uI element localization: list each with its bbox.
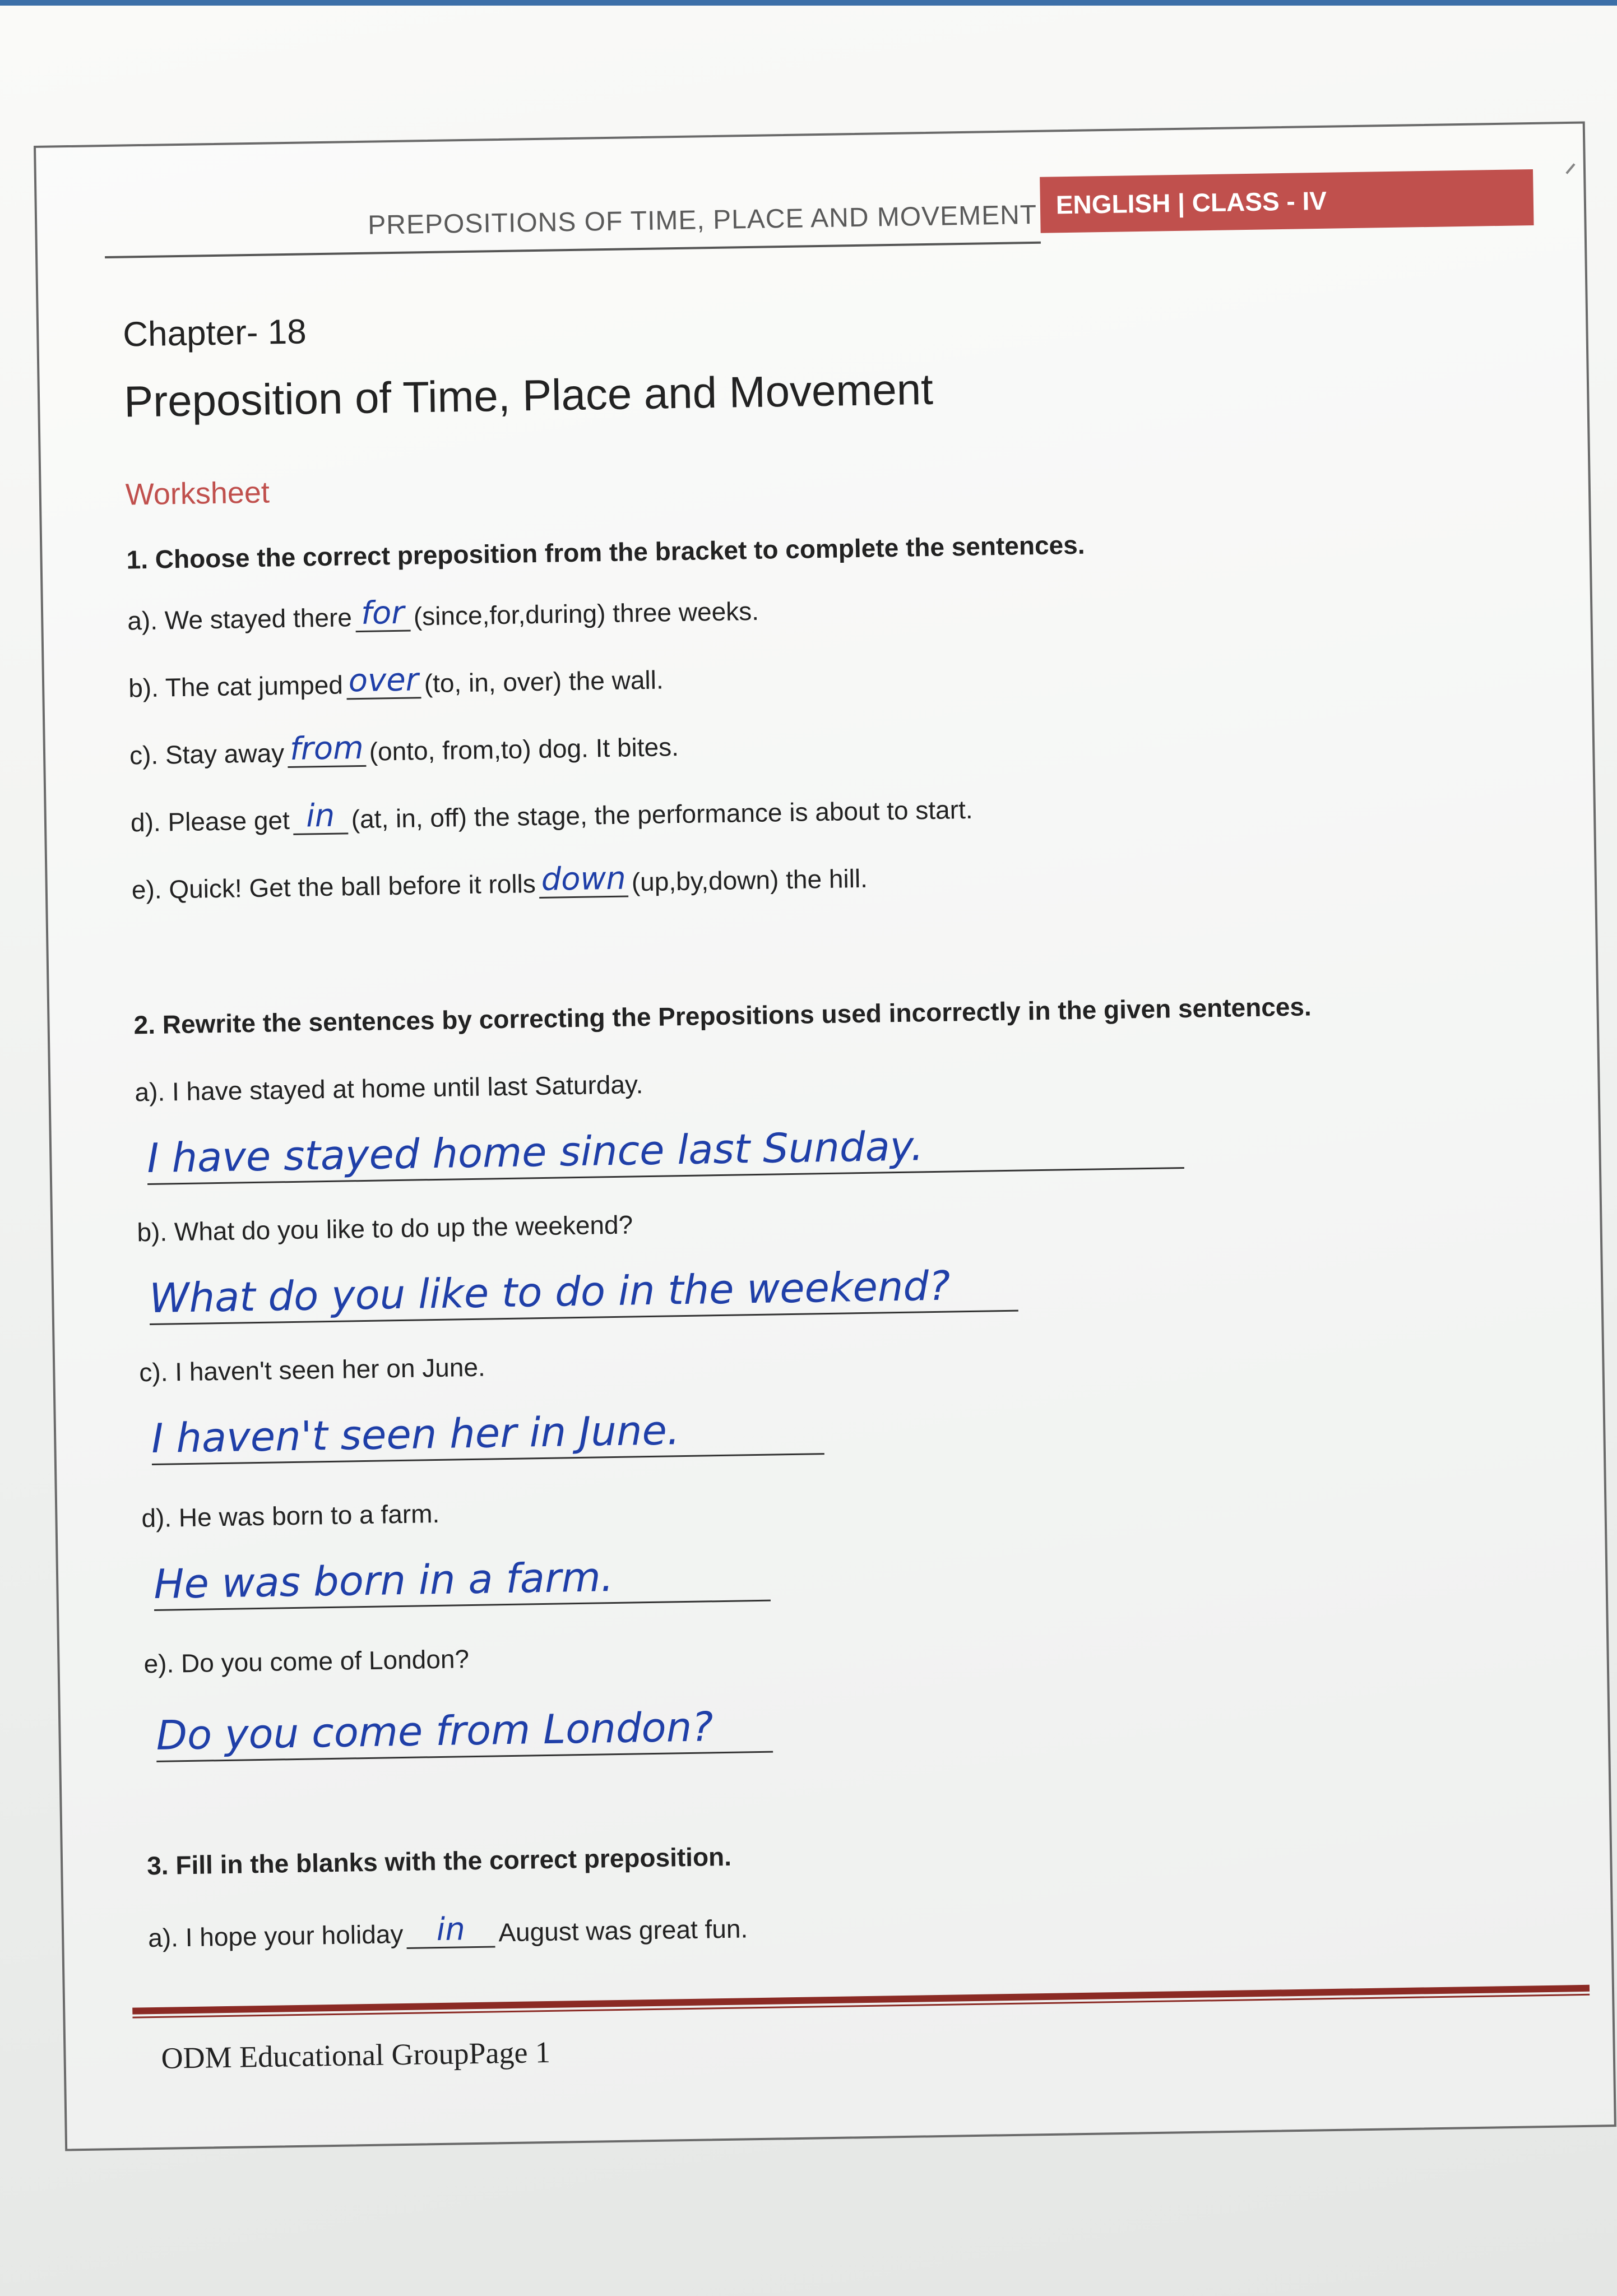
s2-item-c-answer[interactable]: I haven't seen her in June. [151, 1402, 824, 1465]
section2-heading: 2. Rewrite the sentences by correcting the Prepositions used incorrectly in the given sentences. [133, 992, 1312, 1040]
header-topic: PREPOSITIONS OF TIME, PLACE AND MOVEMENT [367, 200, 1037, 240]
s2-item-d-answer[interactable]: He was born in a farm. [154, 1549, 771, 1611]
footer-text: ODM Educational GroupPage 1 [161, 2035, 551, 2075]
section3-heading: 3. Fill in the blanks with the correct preposition. [146, 1841, 732, 1881]
page-title: Preposition of Time, Place and Movement [123, 364, 934, 427]
chapter-number: Chapter- 18 [122, 312, 307, 354]
s1-item-d-prefix: d). Please get [130, 805, 290, 837]
s1-item-e-prefix: e). Quick! Get the ball before it rolls [131, 869, 536, 905]
s2-item-e-answer[interactable]: Do you come from London? [156, 1701, 773, 1762]
s1-item-d [130, 789, 973, 838]
s1-item-a-answer[interactable]: for [355, 596, 410, 633]
header-rule [105, 242, 1041, 258]
s1-item-b-suffix: (to, in, over) the wall. [424, 665, 664, 698]
s2-item-b-question: b). What do you like to do up the weekend? [137, 1210, 633, 1247]
s2-item-d-question: d). He was born to a farm. [141, 1498, 440, 1533]
s1-item-e-suffix: (up,by,down) the hill. [631, 863, 868, 897]
s3-item-a-suffix: August was great fun. [498, 1914, 748, 1947]
s1-item-a [127, 591, 759, 636]
s1-item-c-suffix: (onto, from,to) dog. It bites. [369, 732, 679, 766]
s3-item-a [148, 1908, 748, 1953]
s3-item-a-answer[interactable]: in [406, 1912, 495, 1948]
s1-item-c-prefix: c). Stay away [129, 738, 285, 770]
s2-item-b-answer[interactable]: What do you like to do in the weekend? [149, 1260, 1018, 1325]
s1-item-a-suffix: (since,for,during) three weeks. [413, 596, 759, 631]
s1-item-e-answer[interactable]: down [539, 862, 628, 899]
worksheet-label: Worksheet [125, 475, 270, 512]
s1-item-b-answer[interactable]: over [346, 663, 421, 700]
page-content [36, 124, 1614, 2149]
s1-item-c-answer[interactable]: from [288, 732, 367, 768]
header-subject-band: ENGLISH | CLASS - IV [1040, 169, 1533, 233]
s1-item-a-prefix: a). We stayed there [127, 603, 353, 636]
s3-item-a-prefix: a). I hope your holiday [147, 1919, 404, 1953]
worksheet-page [34, 122, 1616, 2151]
s1-item-c [129, 726, 679, 770]
s2-item-a-question: a). I have stayed at home until last Saturday. [135, 1070, 643, 1107]
footer-rule [132, 1985, 1590, 2015]
background-top-strip [0, 0, 1617, 6]
section1-heading: 1. Choose the correct preposition from the bracket to complete the sentences. [126, 530, 1085, 575]
s1-item-d-answer[interactable]: in [293, 799, 348, 835]
s2-item-c-question: c). I haven't seen her on June. [138, 1352, 486, 1387]
s1-item-b [128, 659, 664, 703]
s1-item-e [131, 858, 868, 905]
s1-item-b-prefix: b). The cat jumped [128, 670, 344, 703]
s2-item-e-question: e). Do you come of London? [143, 1644, 470, 1679]
s2-item-a-answer[interactable]: I have stayed home since last Sunday. [147, 1117, 1184, 1185]
s1-item-d-suffix: (at, in, off) the stage, the performance is about to start. [351, 794, 973, 834]
